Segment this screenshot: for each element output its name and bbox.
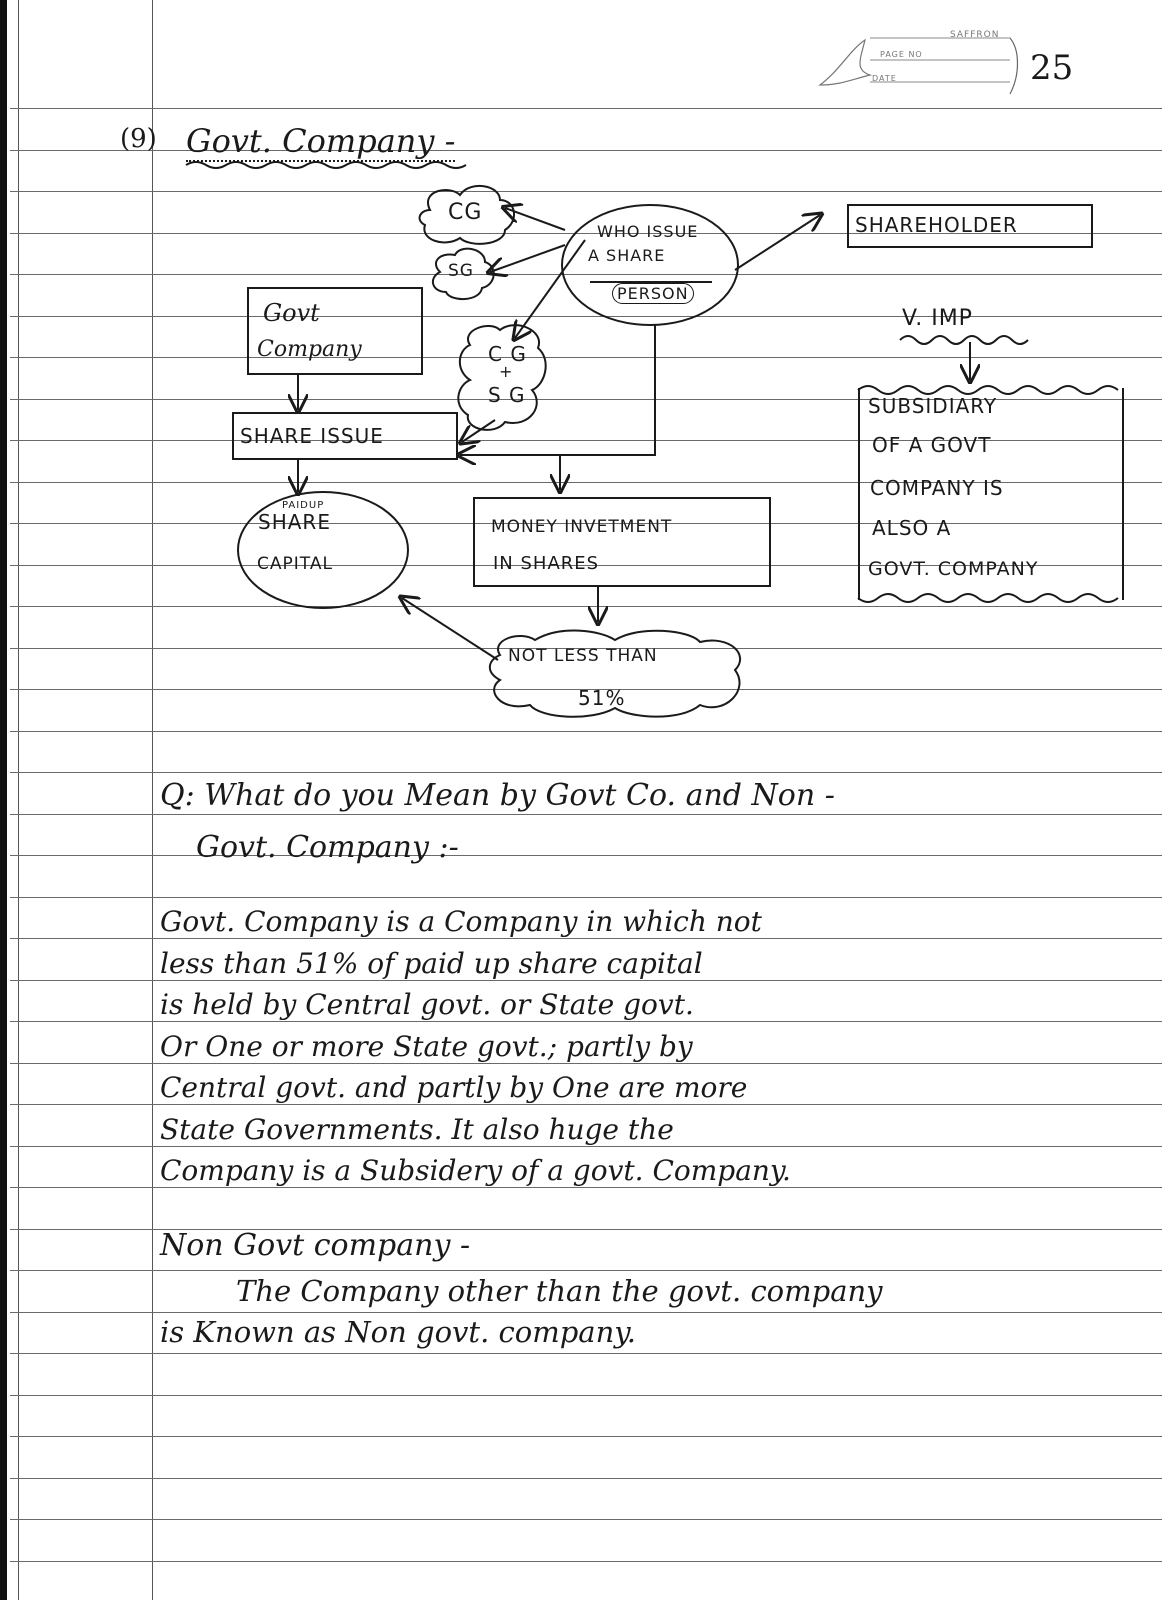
non-govt-line-1: The Company other than the govt. company xyxy=(236,1274,883,1308)
ruled-line xyxy=(10,1353,1162,1354)
money-investment-line-1: MONEY INVETMENT xyxy=(491,517,673,537)
shareholder-label: SHAREHOLDER xyxy=(855,213,1018,237)
answer-line: Govt. Company is a Company in which not xyxy=(160,905,762,938)
ruled-line xyxy=(10,1312,1162,1313)
govt-company-line-1: Govt xyxy=(263,299,320,327)
ruled-line xyxy=(10,897,1162,898)
issuer-line-2: A SHARE xyxy=(588,246,666,265)
question-line-1: Q: What do you Mean by Govt Co. and Non - xyxy=(160,778,835,813)
ruled-line xyxy=(10,1063,1162,1064)
stamp-date-label: DATE xyxy=(872,74,897,83)
stamp-page-label: PAGE NO xyxy=(880,50,923,59)
very-important-label: V. IMP xyxy=(902,306,973,331)
subsidiary-line-2: OF A GOVT xyxy=(872,433,992,457)
issuer-line-1: WHO ISSUE xyxy=(597,222,699,241)
cloud-cgsg-top: C G xyxy=(488,342,527,366)
answer-line: Or One or more State govt.; partly by xyxy=(160,1029,693,1063)
answer-line: Company is a Subsidery of a govt. Company. xyxy=(160,1154,791,1187)
subsidiary-line-3: COMPANY IS xyxy=(870,476,1004,500)
non-govt-line-2: is Known as Non govt. company. xyxy=(160,1315,636,1349)
section-marker: (9) xyxy=(120,124,157,154)
ruled-line xyxy=(10,1021,1162,1022)
ruled-line xyxy=(10,1519,1162,1520)
answer-line: is held by Central govt. or State govt. xyxy=(160,988,694,1021)
subsidiary-box xyxy=(858,388,1124,600)
ruled-line xyxy=(10,1104,1162,1105)
ruled-line xyxy=(10,1436,1162,1437)
share-capital-line-1: SHARE xyxy=(258,510,331,534)
share-issue-box xyxy=(232,412,458,460)
not-less-than-value: 51% xyxy=(578,686,626,710)
ruled-line xyxy=(10,980,1162,981)
issuer-line-3: PERSON xyxy=(612,283,694,304)
subsidiary-line-5: GOVT. COMPANY xyxy=(868,558,1039,580)
answer-line: Central govt. and partly by One are more xyxy=(160,1071,748,1104)
ruled-line xyxy=(10,1478,1162,1479)
money-investment-box xyxy=(473,497,771,587)
share-issue-label: SHARE ISSUE xyxy=(240,424,384,448)
question-line-2: Govt. Company :- xyxy=(196,830,459,865)
page-number: 25 xyxy=(1030,48,1074,88)
money-investment-line-2: IN SHARES xyxy=(493,553,600,574)
section-title: Govt. Company - xyxy=(186,122,456,160)
stamp-brand: SAFFRON xyxy=(950,30,1000,40)
ruled-line xyxy=(10,855,1162,856)
ruled-line xyxy=(10,1270,1162,1271)
subsidiary-line-1: SUBSIDIARY xyxy=(868,394,998,418)
cloud-cg: CG xyxy=(448,200,483,225)
cloud-cgsg-bottom: S G xyxy=(488,383,526,407)
paid-up-label: PAIDUP xyxy=(282,500,325,511)
ruled-line xyxy=(10,814,1162,815)
govt-company-box xyxy=(247,287,423,375)
ruled-line xyxy=(10,1395,1162,1396)
share-capital-line-2: CAPITAL xyxy=(257,554,333,574)
subsidiary-line-4: ALSO A xyxy=(872,516,952,540)
non-govt-heading: Non Govt company - xyxy=(160,1228,471,1263)
answer-line: State Governments. It also huge the xyxy=(160,1112,674,1146)
answer-line: less than 51% of paid up share capital xyxy=(160,946,703,980)
cloud-cgsg-plus: + xyxy=(499,362,514,381)
ruled-line xyxy=(10,938,1162,939)
shareholder-box xyxy=(847,204,1093,248)
govt-company-line-2: Company xyxy=(257,337,362,362)
ruled-line xyxy=(10,1146,1162,1147)
cloud-sg: SG xyxy=(448,261,474,281)
not-less-than-label: NOT LESS THAN xyxy=(508,646,658,666)
ruled-line xyxy=(10,1187,1162,1188)
ruled-line xyxy=(10,1561,1162,1562)
